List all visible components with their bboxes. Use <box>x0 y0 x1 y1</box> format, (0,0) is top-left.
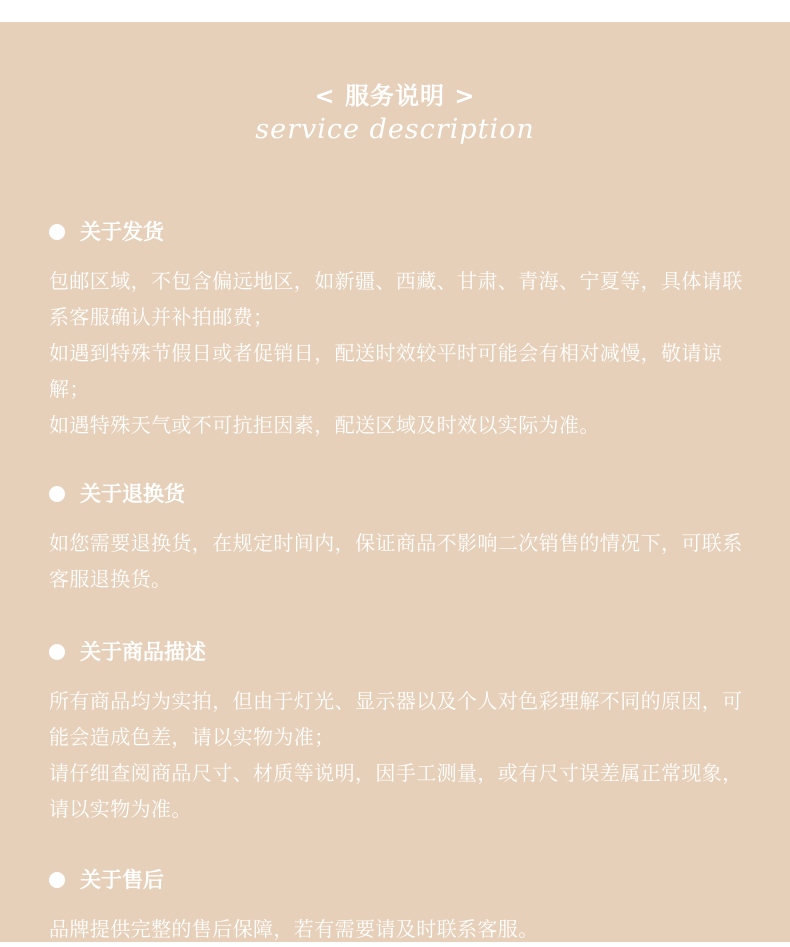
top-white-strip <box>0 0 790 22</box>
page-subtitle: service description <box>255 114 535 145</box>
section-heading-label: 关于商品描述 <box>80 640 206 664</box>
bullet-dot-icon <box>49 224 65 240</box>
section-paragraph: 包邮区域，不包含偏远地区，如新疆、西藏、甘肃、青海、宁夏等，具体请联系客服确认并补拍邮费； <box>49 269 743 329</box>
section-heading <box>49 218 749 248</box>
section-paragraph: 如遇到特殊节假日或者促销日，配送时效较平时可能会有相对减慢，敬请谅解； <box>49 341 723 401</box>
section-paragraph: 如您需要退换货，在规定时间内，保证商品不影响二次销售的情况下，可联系客服退换货。 <box>49 531 743 591</box>
bullet-dot-icon <box>49 486 65 502</box>
page-title: < 服务说明 > <box>314 82 476 110</box>
section-returns <box>49 480 749 597</box>
bullet-dot-icon <box>49 644 65 660</box>
section-paragraph: 品牌提供完整的售后保障，若有需要请及时联系客服。 <box>49 917 539 941</box>
section-heading-label: 关于售后 <box>80 868 164 892</box>
section-paragraph: 如遇特殊天气或不可抗拒因素，配送区域及时效以实际为准。 <box>49 413 600 437</box>
section-heading <box>49 480 749 510</box>
section-product-description <box>49 638 749 827</box>
section-paragraph: 请仔细查阅商品尺寸、材质等说明，因手工测量，或有尺寸误差属正常现象，请以实物为准。 <box>49 761 743 821</box>
section-paragraph: 所有商品均为实拍，但由于灯光、显示器以及个人对色彩理解不同的原因，可能会造成色差，请以实物为准； <box>49 689 743 749</box>
section-heading <box>49 866 749 896</box>
bullet-dot-icon <box>49 872 65 888</box>
section-after-sales <box>49 866 749 947</box>
section-heading-label: 关于发货 <box>80 220 164 244</box>
section-heading <box>49 638 749 668</box>
section-shipping <box>49 218 749 443</box>
section-heading-label: 关于退换货 <box>80 482 185 506</box>
